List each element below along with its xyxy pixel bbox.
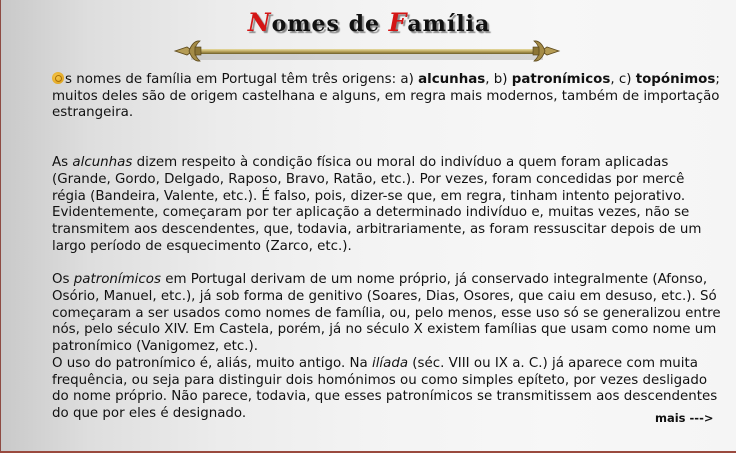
term-patronimicos-italic: patronímicos	[73, 272, 161, 288]
article-body	[52, 72, 722, 423]
alcunhas-paragraph: As alcunhas dizem respeito à condição física ou moral do indivíduo a quem foram aplicadas (Grande, Gordo, Delgado, Raposo, Bravo, Ratão, etc.). Por vezes, foram concedidas por mercê régia (Bandeira, Valente, etc.). É falso, pois, dizer-se que, em regra, tinham intento pejorativo. Evidentemente, começaram por ter aplicação a determinado indivíduo e, muitas vezes, não se transmitem aos descendentes, que, todavia, arbitrariamente, as foram ressuscitar depois de um largo período de esquecimento (Zarco, etc.).	[52, 155, 702, 254]
patronimicos-paragraph: Os patronímicos em Portugal derivam de um nome próprio, já conservado integralmente (Afonso, Osório, Manuel, etc.), já sob forma de genitivo (Soares, Dias, Osores, que caiu em desuso, etc.). Só começaram a ser usados como nomes de família, ou, pelo menos, esse uso só se generalizou entre nós, pelo século XIV. Em Castela, porém, já no século X existem famílias que usam como nome um patronímico (Vanigomez, etc.).	[52, 272, 721, 355]
dropcap-o-icon	[52, 72, 64, 84]
title-text-2: amília	[407, 11, 491, 37]
paragraph-gap	[52, 139, 722, 155]
term-toponimos: topónimos	[635, 72, 716, 87]
iliada-paragraph: O uso do patronímico é, aliás, muito antigo. Na ilíada (séc. VIII ou IX a. C.) já aparece com muita frequência, ou seja para distinguir dois homónimos ou como simples epíteto, por vezes desligado do nome próprio. Não parece, todavia, que esses patronímicos se transmitissem aos descendentes do que por eles é designado.	[52, 355, 718, 421]
intro-paragraph: s nomes de família em Portugal têm três origens: a) alcunhas, b) patronímicos, c) topónimos; muitos deles são de origem castelhana e alguns, em regra mais modernos, também de importação estrangeira.	[52, 72, 720, 121]
term-alcunhas: alcunhas	[418, 72, 486, 87]
term-alcunhas-italic: alcunhas	[72, 155, 133, 171]
term-iliada-italic: ilíada	[371, 355, 409, 371]
paragraph-gap	[52, 255, 722, 272]
title-initial-f: F	[388, 8, 408, 37]
title-text-1: omes de	[271, 11, 389, 37]
title-initial-n: N	[247, 8, 272, 37]
ornamental-bar-icon	[173, 36, 561, 64]
more-link[interactable]: mais --->	[655, 411, 714, 425]
page-title	[1, 8, 736, 37]
term-patronimicos: patronímicos	[511, 72, 611, 87]
paragraph-gap	[52, 122, 722, 139]
